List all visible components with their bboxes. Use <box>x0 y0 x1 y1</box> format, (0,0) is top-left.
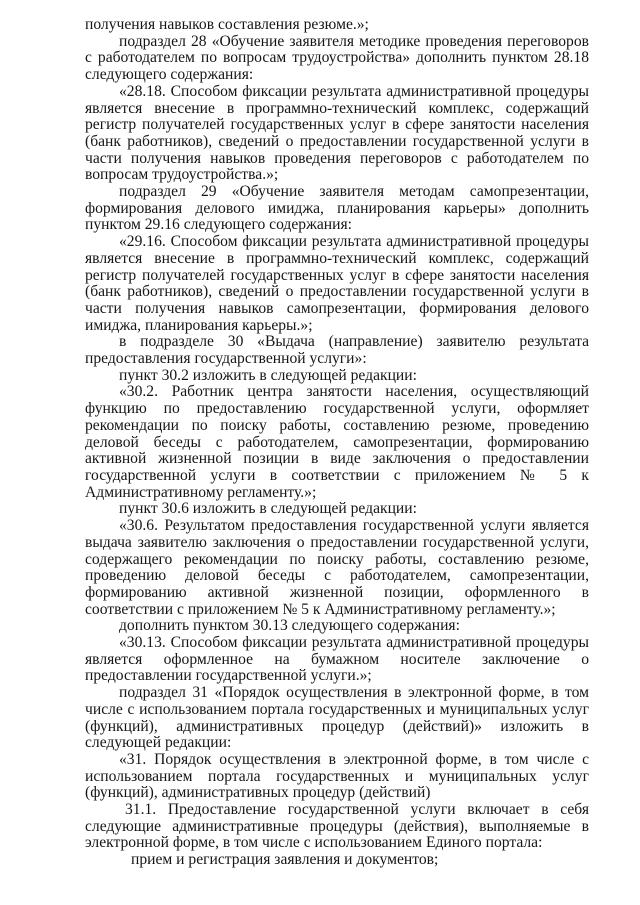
paragraph-item-30-13-instruction: дополнить пунктом 30.13 следующего содержания: <box>119 617 460 635</box>
paragraph-item-30-6: «30.6. Результатом предоставления государственной услуги является выдача заявителю заключения о предоставлении государственной услуги, содержащего рекомендации по поиску работы, составлению резюме, проведению деловой беседы с работодателем, самопрезентации, формированию активной жизненной позиции, оформленного в соответствии с приложением № 5 к Административному регламенту.»; <box>85 517 589 618</box>
paragraph-list-item: прием и регистрация заявления и документов; <box>131 851 439 869</box>
paragraph-item-29-16: «29.16. Способом фиксации результата административной процедуры является внесение в программно-технический комплекс, содержащий регистр получателей государственных услуг в сфере занятости населения (банк работников), сведений о предоставлении государственной услуги в части получения навыков самопрезентации, формирования делового имиджа, планирования карьеры.»; <box>85 233 589 334</box>
paragraph-item-30-13: «30.13. Способом фиксации результата административной процедуры является оформленное на бумажном носителе заключение о предоставлении государственной услуги.»; <box>85 634 589 685</box>
paragraph-item-30-2: «30.2. Работник центра занятости населения, осуществляющий функцию по предоставлению государственной услуги, оформляет рекомендации по поиску работы, составлению резюме, проведению деловой беседы с работодателем, самопрезентации, формированию активной жизненной позиции в виде заключения о предоставлении государственной услуги в соответствии с приложением № 5 к Административному регламенту.»; <box>85 383 589 501</box>
paragraph-item-30-2-instruction: пункт 30.2 изложить в следующей редакции: <box>119 366 417 384</box>
paragraph-subsection-29: подраздел 29 «Обучение заявителя методам самопрезентации, формирования делового имиджа, планирования карьеры» дополнить пунктом 29.16 следующего содержания: <box>85 183 589 234</box>
paragraph-item-28-18: «28.18. Способом фиксации результата административной процедуры является внесение в программно-технический комплекс, содержащий регистр получателей государственных услуг в сфере занятости населения (банк работников), сведений о предоставлении государственной услуги в части получения навыков проведения переговоров с работодателем по вопросам трудоустройства.»; <box>85 82 589 184</box>
paragraph-subsection-28: подраздел 28 «Обучение заявителя методике проведения переговоров с работодателем по вопросам трудоустройства» дополнить пунктом 28.18 следующего содержания: <box>85 32 589 84</box>
document-text <box>85 17 589 869</box>
paragraph-continuation: получения навыков составления резюме.»; <box>85 16 369 33</box>
paragraph-item-31-1: 31.1. Предоставление государственной услуги включает в себя следующие административные процедуры (действия), выполняемые в электронной форме, в том числе с использованием Единого портала: <box>85 801 589 852</box>
paragraph-item-30-6-instruction: пункт 30.6 изложить в следующей редакции: <box>119 500 417 518</box>
paragraph-section-31-title: «31. Порядок осуществления в электронной форме, в том числе с использованием портала государственных и муниципальных услуг (функций), административных процедур (действий) <box>85 750 589 802</box>
paragraph-subsection-30: в подразделе 30 «Выдача (направление) заявителю результата предоставления государственной услуги»: <box>85 333 589 368</box>
paragraph-subsection-31: подраздел 31 «Порядок осуществления в электронной форме, в том числе с использованием портала государственных и муниципальных услуг (функций), административных процедур (действий)» изложить в следующей редакции: <box>85 684 589 752</box>
